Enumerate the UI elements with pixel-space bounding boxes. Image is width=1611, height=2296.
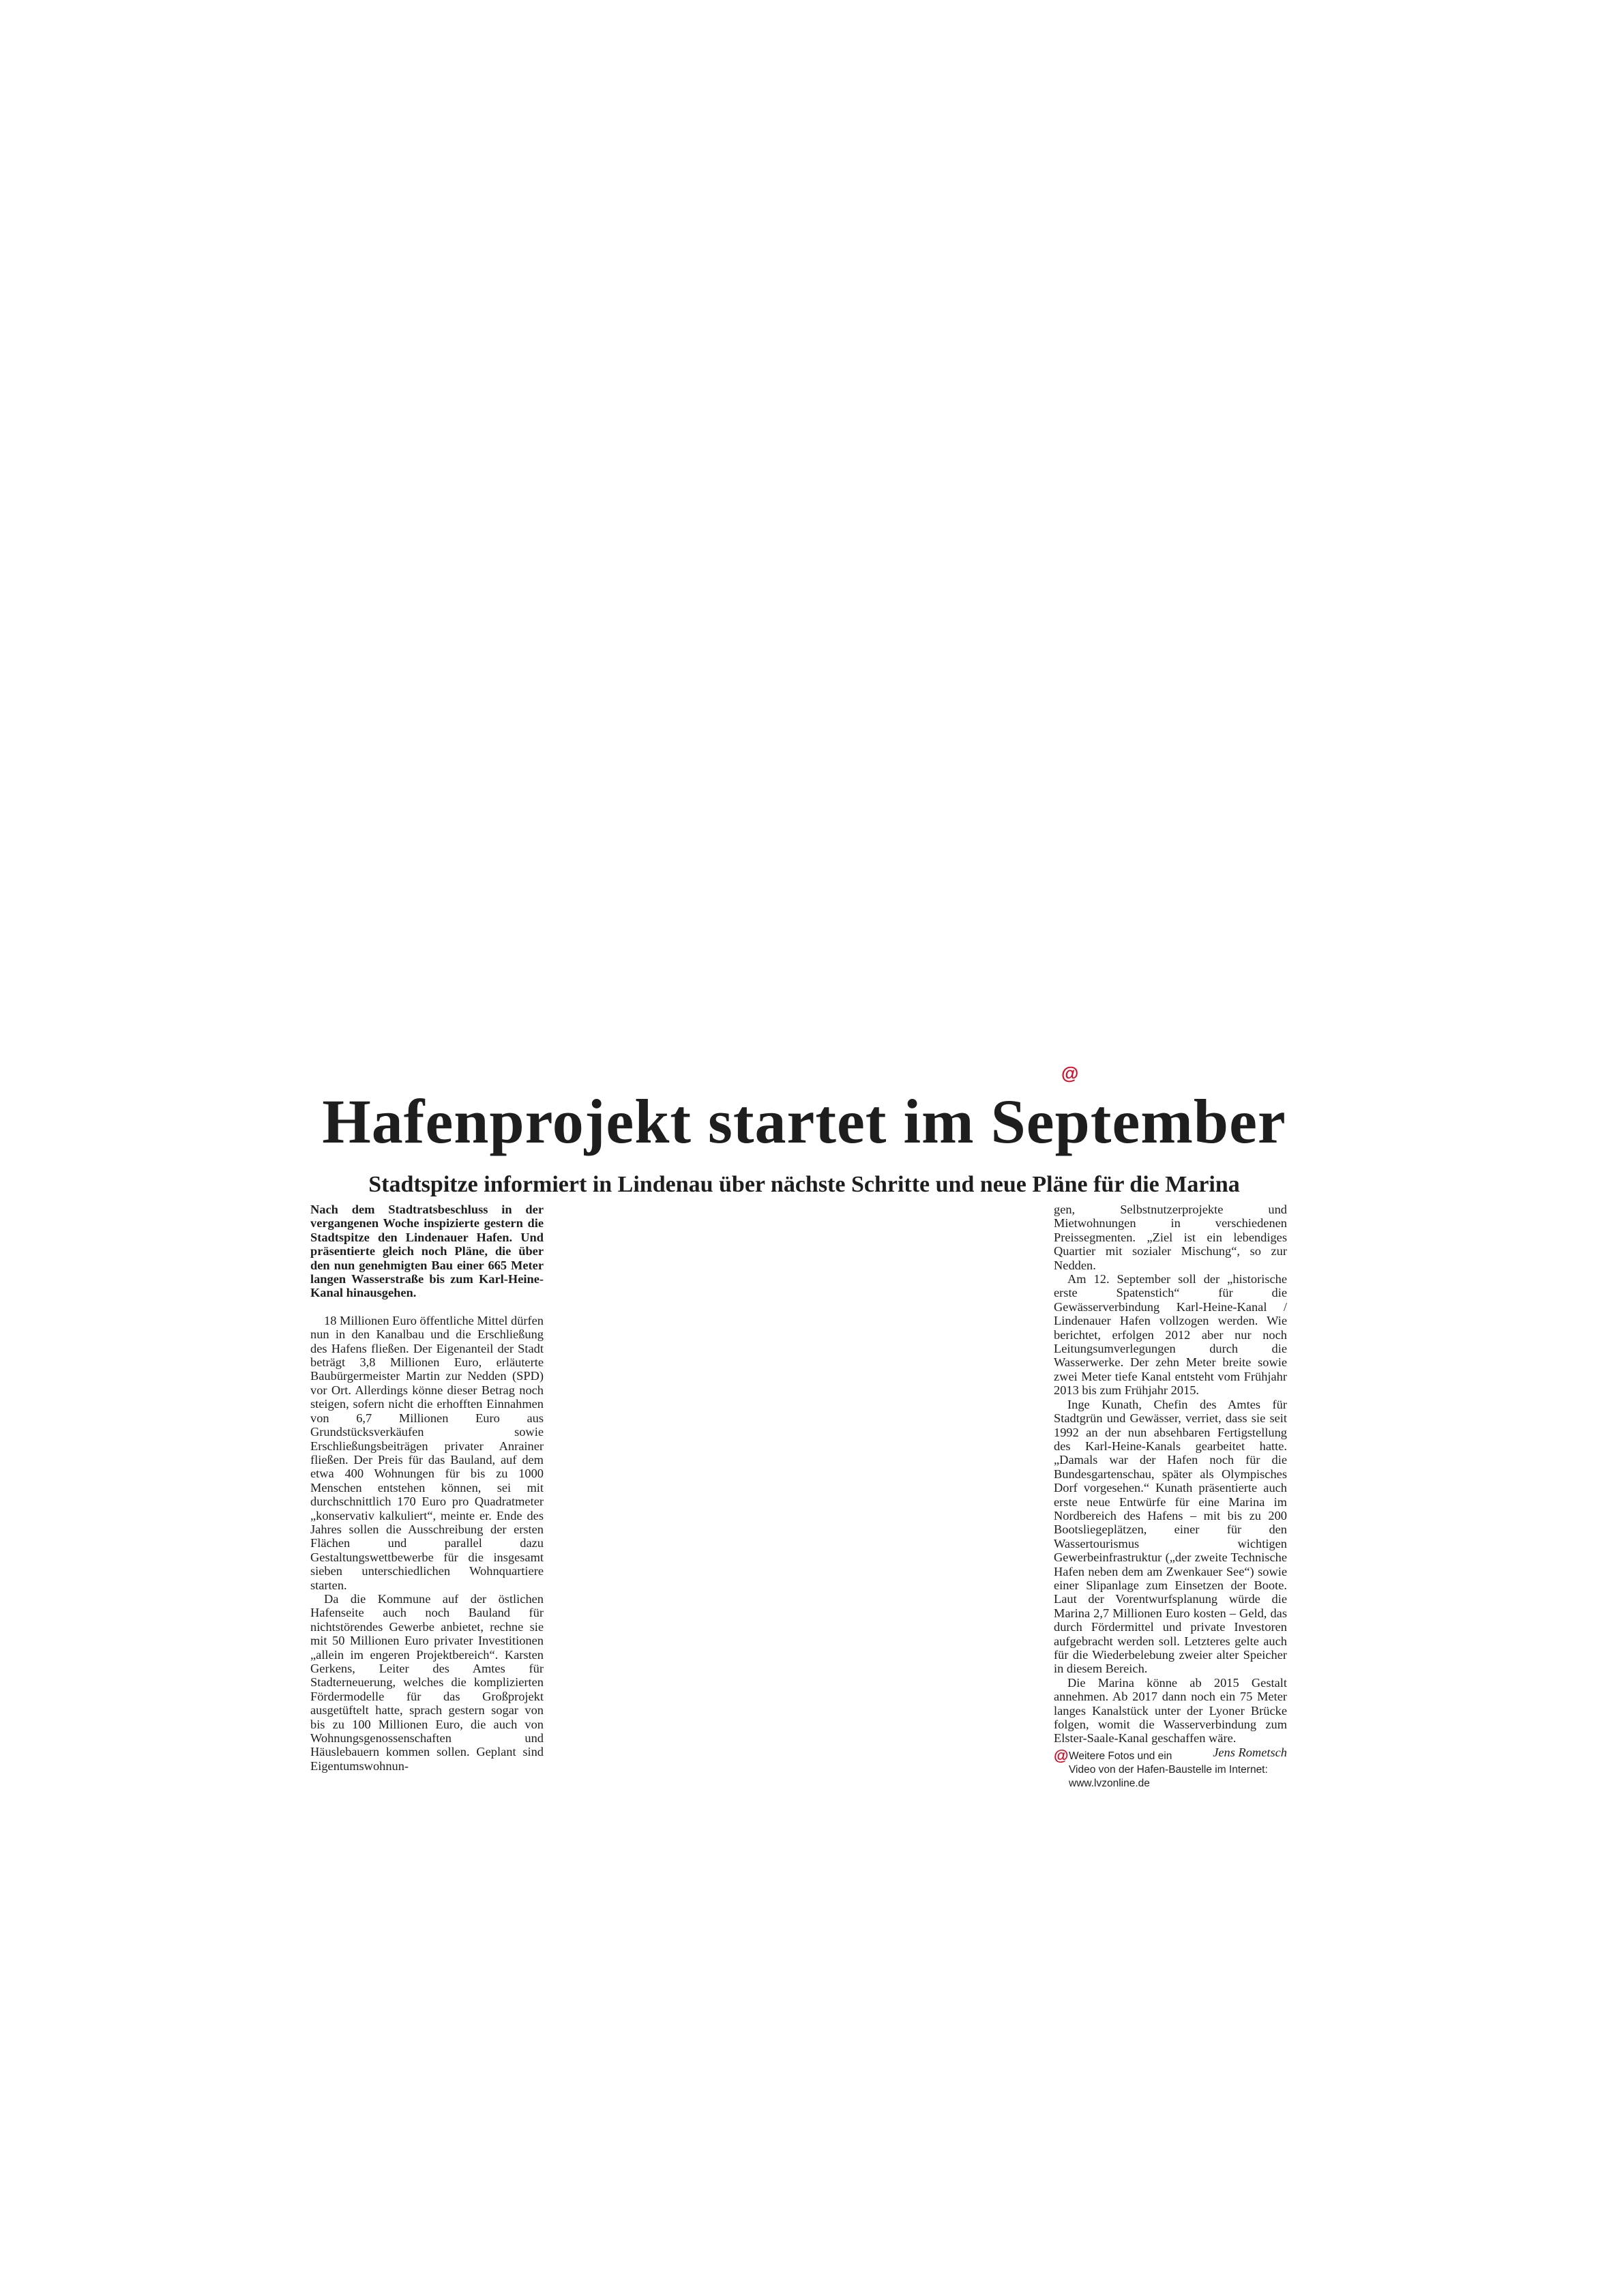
article-paragraph: Am 12. September soll der „historische erste Spatenstich“ für die Gewässerverbindung Karl-Heine-Kanal / Lindenauer Hafen vollzogen werden. Wie berichtet, erfolgen 2012 aber nur noch Leitungsumverlegungen durch die Wasserwerke. Der zehn Meter breite sowie zwei Meter tiefe Kanal entsteht vom Frühjahr 2013 bis zum Frühjahr 2015. [1054,1272,1287,1398]
article-paragraph: Da die Kommune auf der östlichen Hafenseite auch noch Bauland für nichtstörendes Gewerbe anbietet, rechne sie mit 50 Millionen Euro privater Investitionen „allein im engeren Projektbereich“. Karsten Gerkens, Leiter des Amtes für Stadterneuerung, welches die komplizierten Fördermodelle für das Großprojekt ausgetüftelt hatte, sprach gestern sogar von bis zu 100 Millionen Euro, die auch von Wohnungsgenossenschaften und Häuslebauern kommen sollen. Geplant sind Eigentumswohnun- [310,1591,544,1773]
article-column-left [310,1203,544,1773]
web-note-text: Weitere Fotos und ein Video von der Hafen-Baustelle im Internet: www.lvzonline.de [1069,1750,1268,1789]
article-final-text: Die Marina könne ab 2015 Gestalt annehmen. Ab 2017 dann noch ein 75 Meter langes Kanalstück unter der Lyoner Brücke folgen, womit die Wasserverbindung zum Elster-Saale-Kanal geschaffen wäre. [1054,1675,1287,1746]
article-paragraph: gen, Selbstnutzerprojekte und Mietwohnungen in verschiedenen Preissegmenten. „Ziel ist ein lebendiges Quartier mit sozialer Mischung“, so zur Nedden. [1054,1203,1287,1272]
web-note [1054,1746,1287,1791]
author-byline: Jens Rometsch [1213,1745,1287,1759]
article-subheadline: Stadtspitze informiert in Lindenau über nächste Schritte und neue Pläne für die Marina [368,1172,1240,1197]
article-paragraph: Inge Kunath, Chefin des Amtes für Stadtgrün und Gewässer, verriet, dass sie seit 1992 an der nun absehbaren Fertigstellung des Karl-Heine-Kanals gearbeitet hatte. „Damals war der Hafen noch für die Bundesgartenschau, später als Olympisches Dorf vorgesehen.“ Kunath präsentierte auch erste neue Entwürfe für eine Marina im Nordbereich des Hafens – mit bis zu 200 Bootsliegeplätzen, einer für den Wassertourismus wichtigen Gewerbeinfrastruktur („der zweite Technische Hafen neben dem am Zwenkauer See“) sowie einer Slipanlage zum Einsetzen der Boote. Laut der Vorentwurfsplanung würde die Marina 2,7 Millionen Euro kosten – Geld, das durch Fördermittel und private Investoren aufgebracht werden soll. Letzteres gelte auch für die Wiederbelebung zweier alter Speicher in diesem Bereich. [1054,1397,1287,1676]
article-headline: Hafenprojekt startet im September [322,1087,1286,1156]
at-sign-icon: @ [1061,1063,1079,1083]
at-sign-icon: @ [1054,1746,1069,1764]
article-paragraph: 18 Millionen Euro öffentliche Mittel dürfen nun in den Kanalbau und die Erschließung des Hafens fließen. Der Eigenanteil der Stadt beträgt 3,8 Millionen Euro, erläuterte Baubürgermeister Martin zur Nedden (SPD) vor Ort. Allerdings könne dieser Betrag noch steigen, sofern nicht die erhofften Einnahmen von 6,7 Millionen Euro aus Grundstücksverkäufen sowie Erschließungsbeiträgen privater Anrainer fließen. Der Preis für das Bauland, auf dem etwa 400 Wohnungen für bis zu 1000 Menschen entstehen können, sei mit durchschnittlich 170 Euro pro Quadratmeter „konservativ kalkuliert“, meinte er. Ende des Jahres sollen die Ausschreibung der ersten Flächen und parallel dazu Gestaltungswettbewerbe für die insgesamt sieben unterschiedlichen Wohnquartiere starten. [310,1313,544,1592]
article-paragraph-final [1054,1675,1287,1759]
article-column-right [1054,1203,1287,1791]
article-lead: Nach dem Stadtratsbeschluss in der vergangenen Woche inspizierte gestern die Stadtspitze den Lindenauer Hafen. Und präsentierte gleich noch Pläne, die über den nun genehmigten Bau einer 665 Meter langen Wasserstraße bis zum Karl-Heine-Kanal hinausgehen. [310,1203,544,1300]
